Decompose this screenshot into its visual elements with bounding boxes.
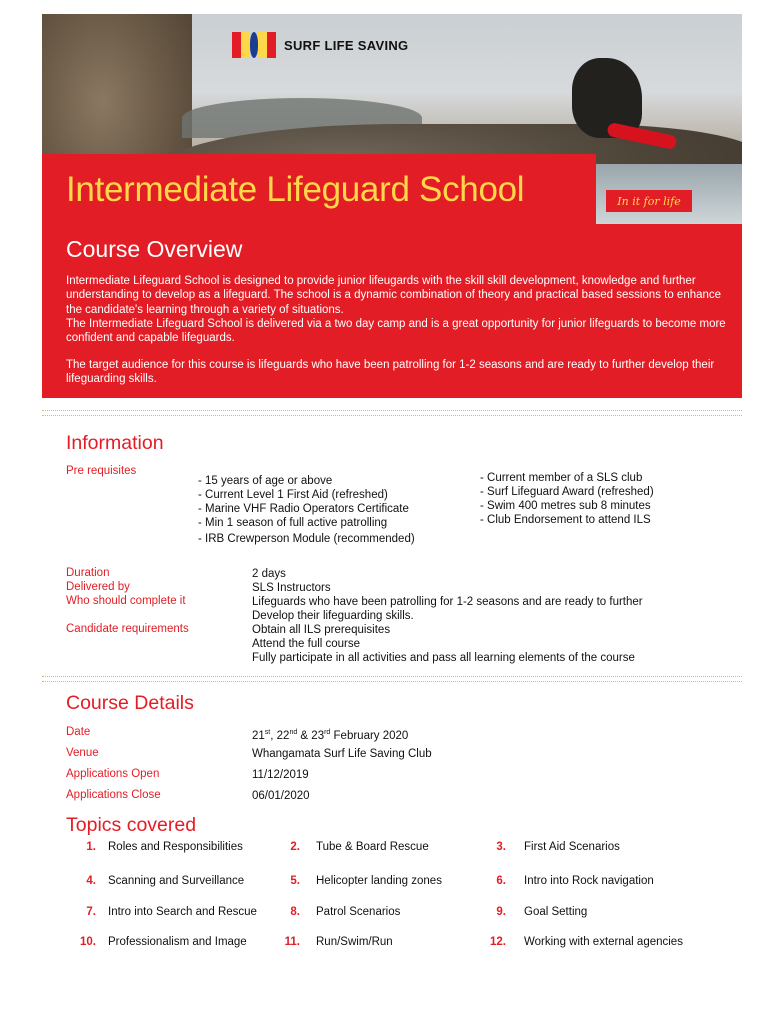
topics-heading: Topics covered (66, 814, 197, 836)
prereq-label: Pre requisites (66, 465, 137, 477)
brand-name: SURF LIFE SAVING (284, 37, 409, 53)
topic-item: Intro into Rock navigation (524, 875, 654, 887)
topic-item: First Aid Scenarios (524, 841, 620, 853)
dotted-divider (42, 410, 742, 416)
topic-item: Tube & Board Rescue (316, 841, 429, 853)
applications-close-value: 06/01/2020 (252, 790, 310, 802)
topic-item: Patrol Scenarios (316, 906, 401, 918)
topic-number: 9. (496, 906, 506, 918)
applications-open-label: Applications Open (66, 768, 160, 780)
delivered-label: Delivered by (66, 581, 130, 593)
topic-number: 5. (290, 875, 300, 887)
course-details-heading: Course Details (66, 692, 194, 714)
duration-label: Duration (66, 567, 110, 579)
candidate-label: Candidate requirements (66, 623, 189, 635)
topic-item: Scanning and Surveillance (108, 875, 245, 887)
venue-label: Venue (66, 747, 99, 759)
date-value: 21st, 22nd & 23rd February 2020 (252, 729, 409, 742)
overview-heading: Course Overview (66, 236, 243, 262)
topic-item: Professionalism and Image (108, 936, 247, 948)
page-title: Intermediate Lifeguard School (66, 170, 525, 209)
topic-number: 4. (86, 875, 96, 887)
candidate-value: Fully participate in all activities and pass all learning elements of the course (252, 652, 635, 664)
who-label: Who should complete it (66, 595, 186, 607)
topic-item: Working with external agencies (524, 936, 683, 948)
prereq-item: - 15 years of age or above (198, 475, 333, 487)
date-label: Date (66, 726, 91, 738)
prereq-item: - IRB Crewperson Module (recommended) (198, 533, 415, 545)
prereq-item: - Surf Lifeguard Award (refreshed) (480, 486, 654, 498)
topic-item: Intro into Search and Rescue (108, 906, 257, 918)
venue-value: Whangamata Surf Life Saving Club (252, 748, 432, 760)
information-heading: Information (66, 432, 164, 454)
topic-number: 12. (490, 936, 506, 948)
tagline-badge: In it for life (606, 190, 692, 212)
overview-paragraph-1: Intermediate Lifeguard School is designed to provide junior lifeugards with the skill skill development, knowledge and further understanding to develop as a lifeguard. The school is a dynamic combination of theory and practical based sessions to enhance the candidate's learning through a variety of situations. The Intermediate Lifeguard School is delivered via a two day camp and is a great opportunity for junior lifeguards to become more confident and capable lifeguards. (66, 275, 726, 345)
who-value: Develop their lifeguarding skills. (252, 610, 414, 622)
candidate-value: Attend the full course (252, 638, 361, 650)
topic-number: 2. (290, 841, 300, 853)
topic-item: Run/Swim/Run (316, 936, 393, 948)
applications-close-label: Applications Close (66, 789, 161, 801)
sls-logo (232, 32, 408, 58)
duration-value: 2 days (252, 568, 286, 580)
prereq-item: - Current Level 1 First Aid (refreshed) (198, 489, 388, 501)
dotted-divider (42, 676, 742, 682)
topic-number: 7. (86, 906, 96, 918)
prereq-item: - Min 1 season of full active patrolling (198, 517, 388, 529)
prereq-item: - Current member of a SLS club (480, 472, 643, 484)
applications-open-value: 11/12/2019 (252, 769, 309, 781)
who-value: Lifeguards who have been patrolling for 1-2 seasons and are ready to further (252, 596, 643, 608)
topic-number: 3. (496, 841, 506, 853)
topic-number: 6. (496, 875, 506, 887)
topic-number: 10. (80, 936, 96, 948)
delivered-value: SLS Instructors (252, 582, 331, 594)
sls-flag-icon (232, 32, 276, 58)
topic-item: Helicopter landing zones (316, 875, 442, 887)
topic-item: Goal Setting (524, 906, 588, 918)
overview-paragraph-2: The target audience for this course is lifeguards who have been patrolling for 1-2 seasons and are ready to further develop their lifeguarding skills. (66, 359, 715, 386)
candidate-value: Obtain all ILS prerequisites (252, 624, 391, 636)
prereq-item: - Swim 400 metres sub 8 minutes (480, 500, 651, 512)
prereq-item: - Marine VHF Radio Operators Certificate (198, 503, 409, 515)
topic-number: 11. (284, 936, 300, 948)
topic-item: Roles and Responsibilities (108, 841, 243, 853)
prereq-item: - Club Endorsement to attend ILS (480, 514, 651, 526)
topic-number: 1. (86, 841, 96, 853)
topic-number: 8. (290, 906, 300, 918)
